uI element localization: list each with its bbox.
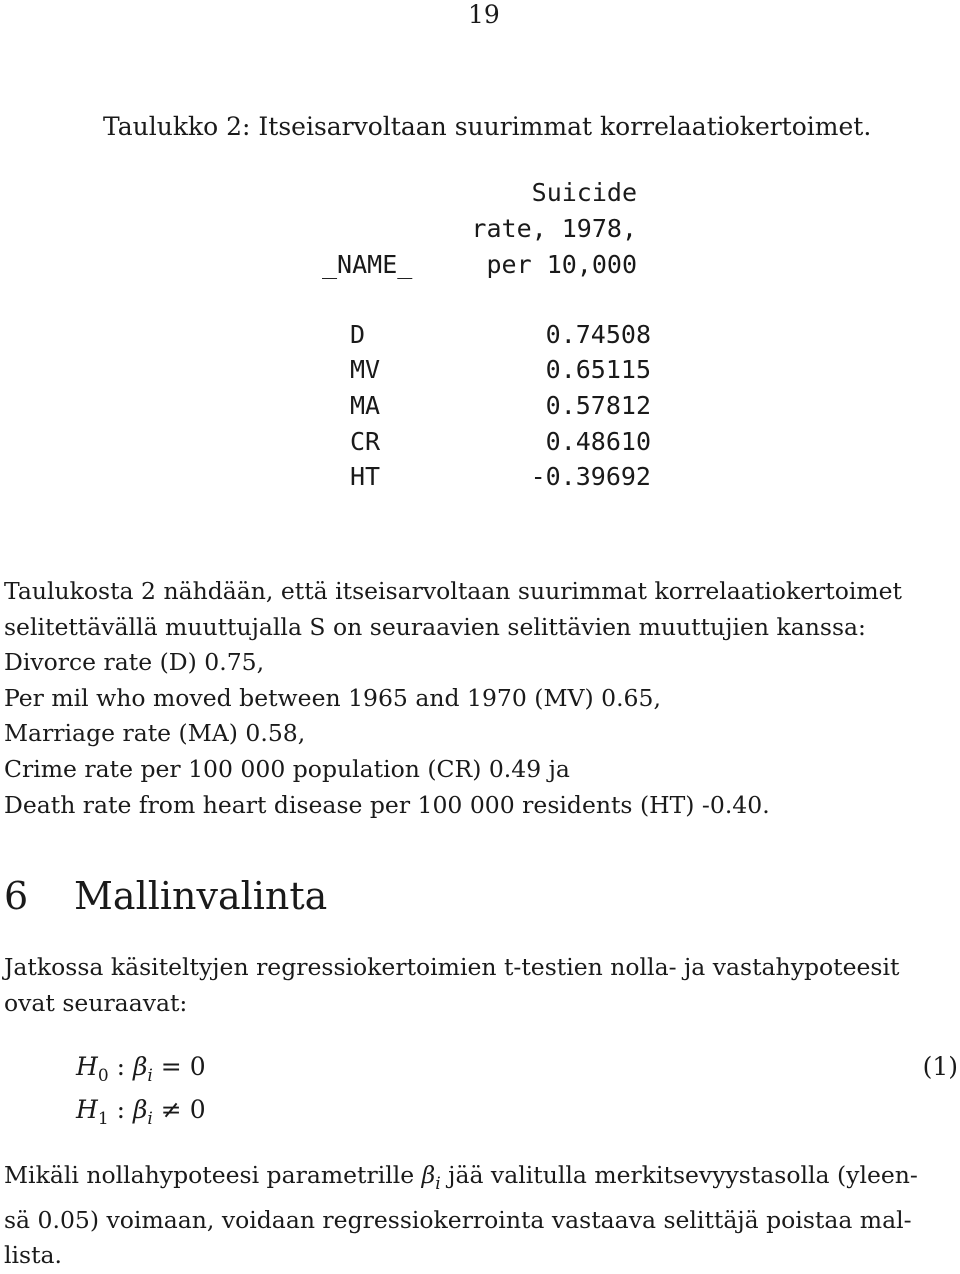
table-row-name: MV xyxy=(350,355,381,384)
table-caption: Taulukko 2: Itseisarvoltaan suurimmat korrelaatiokertoimet. xyxy=(103,112,872,141)
table-header-col2-line1: Suicide xyxy=(531,178,637,207)
table-header-col2-line2: rate, 1978, xyxy=(471,214,637,243)
text-line: ovat seuraavat: xyxy=(4,988,188,1017)
table-row-value: 0.65115 xyxy=(545,355,651,384)
text-line: Death rate from heart disease per 100 000 residents (HT) -0.40. xyxy=(4,790,770,819)
equation-number: (1) xyxy=(922,1052,958,1081)
text-line: Per mil who moved between 1965 and 1970 (MV) 0.65, xyxy=(4,683,661,712)
table-row-value: 0.48610 xyxy=(545,427,651,456)
text-line: sä 0.05) voimaan, voidaan regressiokerrointa vastaava selittäjä poistaa mal- xyxy=(4,1205,912,1234)
table-row-value: 0.74508 xyxy=(545,320,651,349)
table-row-value: -0.39692 xyxy=(530,462,651,491)
text-line: Taulukosta 2 nähdään, että itseisarvoltaan suurimmat korrelaatiokertoimet xyxy=(4,577,902,605)
text-line: Marriage rate (MA) 0.58, xyxy=(4,719,306,748)
paragraph-null-hypothesis xyxy=(4,1158,918,1274)
table-row-name: HT xyxy=(350,462,381,491)
section-heading xyxy=(4,874,327,918)
page-number: 19 xyxy=(468,0,500,29)
text-line: lista. xyxy=(4,1241,63,1270)
text-line: Divorce rate (D) 0.75, xyxy=(4,648,265,677)
table-header-col2-line3: per 10,000 xyxy=(486,250,637,279)
paragraph-hypotheses-intro xyxy=(4,950,899,1021)
section-number: 6 xyxy=(4,874,29,918)
equation-h0: $H_0$ : $\beta_i = 0$ xyxy=(76,1052,206,1086)
text-line: Crime rate per 100 000 population (CR) 0.49 ja xyxy=(4,754,570,783)
text-line: Jatkossa käsiteltyjen regressiokertoimien t-testien nolla- ja vastahypoteesit xyxy=(4,953,900,981)
table-row-name: D xyxy=(350,320,366,349)
equation-h1: $H_1$ : $\beta_i \ne 0$ xyxy=(76,1095,206,1129)
table-row-name: CR xyxy=(350,427,381,456)
text-line: selitettävällä muuttujalla S on seuraavien selittävien muuttujien kanssa: xyxy=(4,612,866,641)
section-title: Mallinvalinta xyxy=(74,874,328,918)
table-header-col1: _NAME_ xyxy=(322,250,413,279)
paragraph-correlations xyxy=(4,574,902,823)
text-line: Mikäli nollahypoteesi parametrille $\beta_i$ jää valitulla merkitsevyystasolla (yleen- xyxy=(4,1161,918,1194)
table-row-name: MA xyxy=(350,391,381,420)
table-row-value: 0.57812 xyxy=(545,391,651,420)
